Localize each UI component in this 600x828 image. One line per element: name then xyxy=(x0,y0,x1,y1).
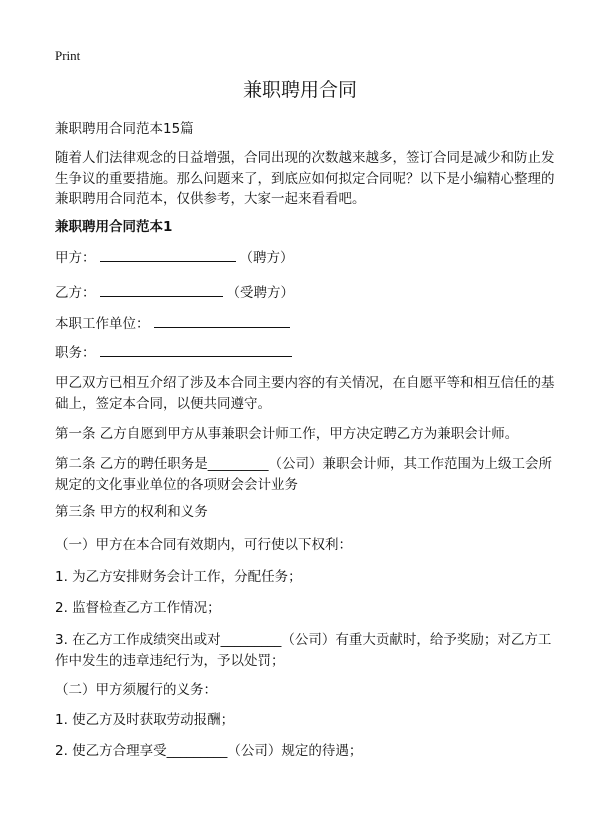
duty-item-2: 2. 使乙方合理享受_________（公司）规定的待遇； xyxy=(55,743,363,759)
article-2: 第二条 乙方的聘任职务是_________（公司）兼职会计师，其工作范围为上级工会所规定的文化事业单位的各项财会会计业务 xyxy=(55,456,553,493)
right-item-1: 1. 为乙方安排财务会计工作，分配任务； xyxy=(55,569,302,585)
party-a-suffix: （聘方） xyxy=(239,250,294,266)
section-heading: 兼职聘用合同范本1 xyxy=(55,219,173,235)
article-1: 第一条 乙方自愿到甲方从事兼职会计师工作，甲方决定聘乙方为兼职会计师。 xyxy=(55,426,519,442)
position-label: 职务： xyxy=(55,345,96,361)
intro-paragraph: 随着人们法律观念的日益增强，合同出现的次数越来越多，签订合同是减少和防止发生争议的重要措施。那么问题来了，到底应如何拟定合同呢？以下是小编精心整理的兼职聘用合同范本，仅供参考，大家一起来看看吧。 xyxy=(55,150,555,207)
unit-label: 本职工作单位： xyxy=(55,316,150,332)
unit-blank xyxy=(154,313,290,328)
page-title: 兼职聘用合同 xyxy=(242,79,357,101)
print-link[interactable]: Print xyxy=(55,48,81,63)
duties-heading: （二）甲方须履行的义务： xyxy=(55,682,217,698)
subtitle: 兼职聘用合同范本15篇 xyxy=(55,121,194,137)
rights-heading: （一）甲方在本合同有效期内，可行使以下权利： xyxy=(55,537,352,553)
party-b-suffix: （受聘方） xyxy=(226,285,294,301)
unit-field xyxy=(55,313,555,335)
article-3: 第三条 甲方的权利和义务 xyxy=(55,504,208,520)
party-a-label: 甲方： xyxy=(55,250,96,266)
position-blank xyxy=(100,342,292,357)
preamble-paragraph: 甲乙双方已相互介绍了涉及本合同主要内容的有关情况，在自愿平等和相互信任的基础上，签定本合同，以便共同遵守。 xyxy=(55,375,555,412)
party-b-field xyxy=(55,282,555,304)
party-a-blank xyxy=(100,247,236,262)
duty-item-1: 1. 使乙方及时获取劳动报酬； xyxy=(55,712,235,728)
party-b-blank xyxy=(100,282,223,297)
party-a-field xyxy=(55,247,555,269)
party-b-label: 乙方： xyxy=(55,285,96,301)
right-item-2: 2. 监督检查乙方工作情况； xyxy=(55,600,221,616)
right-item-3: 3. 在乙方工作成绩突出或对_________（公司）有重大贡献时，给予奖励；对乙方工作中发生的违章违纪行为，予以处罚； xyxy=(55,632,552,669)
position-field xyxy=(55,342,555,364)
